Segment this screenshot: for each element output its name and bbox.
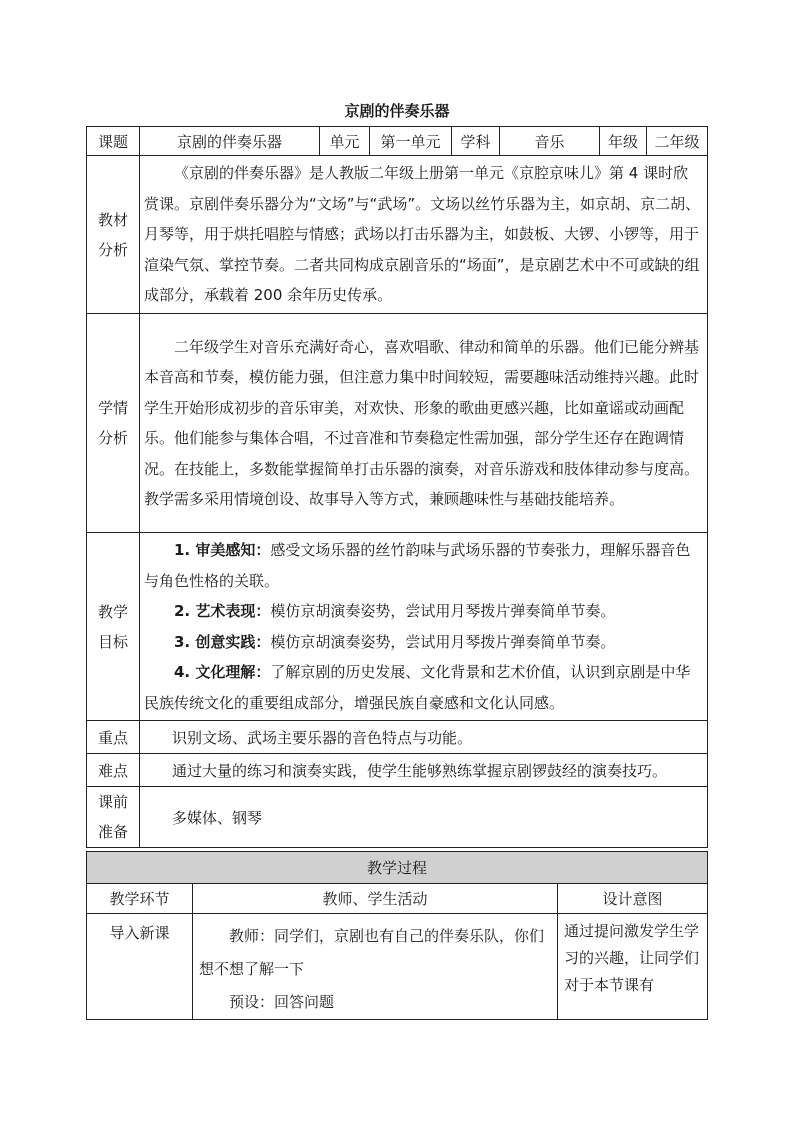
goal-text: 感受文场乐器的丝竹韵味与武场乐器的节奏张力，理解乐器音色与角色性格的关联。 (144, 541, 691, 590)
goals-cell (140, 533, 708, 721)
key-point-text: 识别文场、武场主要乐器的音色特点与功能。 (140, 721, 708, 754)
students-label (87, 314, 140, 533)
difficulty-text: 通过大量的练习和演奏实践，使学生能够熟练掌握京剧锣鼓经的演奏技巧。 (140, 754, 708, 787)
subject-value: 音乐 (500, 127, 600, 156)
teaching-process-table (86, 851, 708, 1020)
preparation-row (87, 787, 708, 848)
prep-label-line2: 准备 (97, 823, 128, 841)
textbook-label-line2: 分析 (97, 240, 128, 259)
prep-label-line1: 课前 (97, 793, 128, 811)
step-cell: 导入新课 (87, 914, 193, 1020)
prep-label (87, 787, 140, 848)
difficulty-row (87, 754, 708, 787)
table-row (87, 914, 708, 1020)
goal-head: 2. 艺术表现： (174, 602, 271, 620)
unit-label: 单元 (320, 127, 370, 156)
col-intent-header: 设计意图 (558, 884, 708, 914)
textbook-cell (140, 156, 708, 314)
col-activity-header: 教师、学生活动 (193, 884, 558, 914)
prep-text: 多媒体、钢琴 (140, 787, 708, 848)
process-header-row (87, 852, 708, 884)
goal-head: 3. 创意实践： (174, 632, 271, 651)
unit-value: 第一单元 (370, 127, 452, 156)
textbook-text: 《京剧的伴奏乐器》是人教版二年级上册第一单元《京腔京味儿》第 4 课时欣赏课。京剧伴奏乐器分为“文场”与“武场”。文场以丝竹乐器为主，如京胡、京二胡、月琴等，用于烘托唱腔与情感；武场以打击乐器为主，如鼓板、大锣、小锣等，用于渲染气氛、掌控节奏。二者共同构成京剧音乐的“场面”，是京剧艺术中不可或缺的组成部分，承载着 200 余年历史传承。 (144, 164, 701, 305)
students-text: 二年级学生对音乐充满好奇心，喜欢唱歌、律动和简单的乐器。他们已能分辨基本音高和节奏，模仿能力强，但注意力集中时间较短，需要趣味活动维持兴趣。此时学生开始形成初步的音乐审美，对欢快、形象的歌曲更感兴趣，比如童谣或动画配乐。他们能参与集体合唱，不过音准和节奏稳定性需加强，部分学生还存在跑调情况。在技能上，多数能掌握简单打击乐器的演奏，对音乐游戏和肢体律动参与度高。教学需多采用情境创设、故事导入等方式，兼顾趣味性与基础技能培养。 (144, 337, 700, 508)
activity-cell (193, 914, 558, 1020)
goals-label-line2: 目标 (97, 632, 128, 651)
goals-label (87, 533, 140, 721)
goal-text: 了解京剧的历史发展、文化背景和艺术价值，认识到京剧是中华民族传统文化的重要组成部分，增强民族自豪感和文化认同感。 (144, 663, 691, 712)
teaching-goals-row (87, 533, 708, 721)
lesson-info-table (86, 126, 708, 848)
process-header: 教学过程 (87, 852, 708, 884)
goal-item (140, 535, 707, 596)
difficulty-label: 难点 (87, 754, 140, 787)
textbook-label-line1: 教材 (97, 210, 128, 229)
goal-item (140, 596, 707, 627)
students-label-line1: 学情 (97, 399, 128, 417)
activity-text: 预设：回答问题 (229, 993, 335, 1011)
col-step-header: 教学环节 (87, 884, 193, 914)
goals-label-line1: 教学 (97, 602, 128, 621)
grade-value: 二年级 (647, 127, 708, 156)
info-row (87, 127, 708, 156)
grade-label: 年级 (600, 127, 647, 156)
process-columns-row (87, 884, 708, 914)
goal-item (140, 657, 707, 718)
topic-label: 课题 (87, 127, 140, 156)
goal-text: 模仿京胡演奏姿势，尝试用月琴拨片弹奏简单节奏。 (270, 632, 616, 651)
student-analysis-row (87, 314, 708, 533)
activity-text: 教师：同学们，京剧也有自己的伴奏乐队，你们想不想了解一下 (199, 927, 545, 978)
key-point-label: 重点 (87, 721, 140, 754)
textbook-label (87, 156, 140, 314)
intent-cell: 通过提问激发学生学习的兴趣，让同学们对于本节课有 (558, 914, 708, 1020)
students-cell (140, 314, 708, 533)
goal-head: 1. 审美感知： (174, 541, 271, 559)
topic-value: 京剧的伴奏乐器 (140, 127, 320, 156)
students-label-line2: 分析 (97, 429, 128, 447)
goal-head: 4. 文化理解： (174, 663, 271, 681)
key-point-row (87, 721, 708, 754)
goal-item (140, 627, 707, 658)
subject-label: 学科 (452, 127, 500, 156)
page-title: 京剧的伴奏乐器 (344, 102, 450, 120)
goal-text: 模仿京胡演奏姿势，尝试用月琴拨片弹奏简单节奏。 (270, 602, 616, 620)
textbook-analysis-row (87, 156, 708, 314)
